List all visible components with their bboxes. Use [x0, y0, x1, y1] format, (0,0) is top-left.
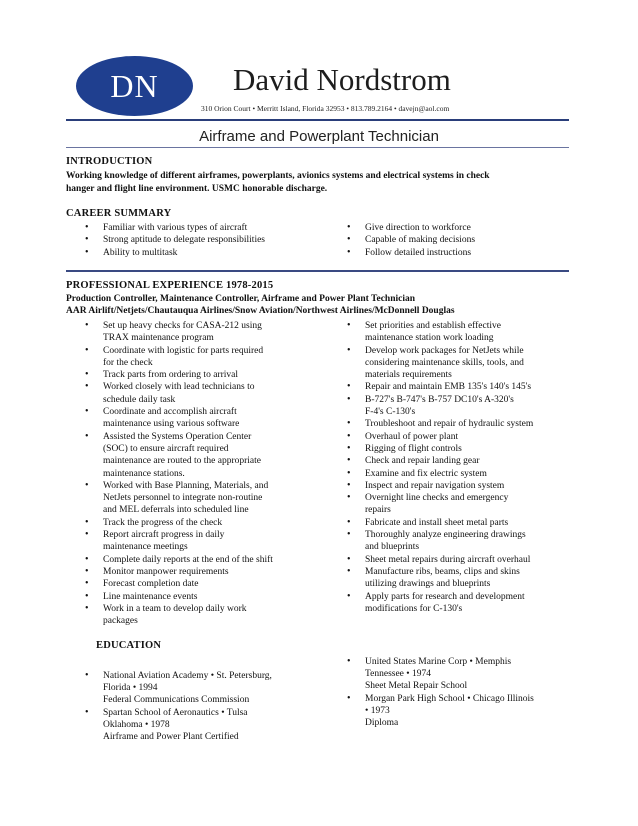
list-item-text: • National Aviation Academy • St. Petersburg, — [103, 671, 272, 681]
list-item-text: • Report aircraft progress in daily — [103, 530, 225, 541]
list-item-text: maintenance are routed to the appropriate — [103, 456, 261, 467]
list-item — [340, 591, 585, 616]
experience-right-list — [340, 320, 585, 615]
list-item-text: • Morgan Park High School • Chicago Illinois — [365, 694, 534, 704]
list-item-text: • Track parts from ordering to arrival — [103, 370, 238, 381]
list-item-text: • Overnight line checks and emergency — [365, 493, 509, 504]
introduction-line: Working knowledge of different airframes, powerplants, avionics systems and electrical systems in check — [66, 171, 490, 181]
list-item-text: • Worked closely with lead technicians to — [103, 382, 255, 393]
experience-employers: AAR Airlift/Netjets/Chautauqua Airlines/Snow Aviation/Northwest Airlines/McDonnell Douglas — [66, 306, 455, 316]
list-item — [78, 480, 333, 517]
list-item — [340, 345, 585, 382]
list-item — [78, 554, 333, 566]
list-item — [340, 381, 585, 393]
list-item-text: F-4's C-130's — [365, 407, 416, 418]
education-right-list-2 — [340, 693, 585, 718]
list-item-text: and MEL deferrals into scheduled line — [103, 505, 249, 516]
list-item-text: • Forecast completion date — [103, 579, 199, 590]
introduction-heading: INTRODUCTION — [66, 156, 153, 167]
list-item — [78, 320, 333, 345]
list-item-text: • Troubleshoot and repair of hydraulic system — [365, 419, 534, 430]
education-detail: Diploma — [365, 718, 399, 728]
list-item — [78, 566, 333, 578]
list-item-text: Tennessee • 1974 — [365, 669, 431, 680]
list-item — [78, 578, 333, 590]
education-left-list-2 — [78, 707, 333, 732]
experience-heading: PROFESSIONAL EXPERIENCE 1978-2015 — [66, 280, 274, 291]
list-item-text: • Work in a team to develop daily work — [103, 603, 247, 614]
list-item — [340, 431, 585, 443]
list-item-text: • Apply parts for research and development — [365, 591, 525, 602]
list-item — [340, 394, 585, 419]
list-item-text: • Complete daily reports at the end of the shift — [103, 554, 273, 565]
career-summary-heading: CAREER SUMMARY — [66, 208, 172, 219]
list-item — [340, 566, 585, 591]
list-item — [78, 670, 333, 695]
list-item-text: • Repair and maintain EMB 135's 140's 145's — [365, 382, 532, 393]
list-item-text: • B-727's B-747's B-757 DC10's A-320's — [365, 394, 514, 405]
list-item-text: (SOC) to ensure aircraft required — [103, 443, 229, 454]
list-item-text: maintenance meetings — [103, 542, 188, 553]
list-item-text: • Spartan School of Aeronautics • Tulsa — [103, 708, 248, 718]
list-item-text: • Overhaul of power plant — [365, 431, 459, 442]
list-item-text: materials requirements — [365, 370, 452, 381]
list-item-text: • Manufacture ribs, beams, clips and skins — [365, 566, 520, 577]
list-item — [78, 234, 328, 246]
list-item — [78, 431, 333, 480]
list-item-text: • Thoroughly analyze engineering drawings — [365, 530, 526, 541]
list-item-text: • Set up heavy checks for CASA-212 using — [103, 321, 262, 331]
list-item — [340, 656, 585, 681]
list-item-text: • Capable of making decisions — [365, 235, 476, 246]
contact-line: 310 Orion Court • Merritt Island, Florida 32953 • 813.789.2164 • davejn@aol.com — [201, 104, 450, 113]
list-item-text: • Inspect and repair navigation system — [365, 480, 505, 491]
list-item-text: • Give direction to workforce — [365, 223, 471, 233]
list-item — [78, 406, 333, 431]
list-item-text: repairs — [365, 505, 391, 516]
list-item-text: packages — [103, 616, 138, 627]
header-rule — [66, 119, 569, 121]
list-item-text: NetJets personnel to integrate non-routine — [103, 493, 263, 504]
list-item — [78, 707, 333, 732]
list-item-text: • Check and repair landing gear — [365, 456, 480, 467]
list-item — [78, 591, 333, 603]
list-item-text: schedule daily task — [103, 394, 176, 405]
education-left-list-1 — [78, 670, 333, 695]
experience-left-list — [78, 320, 333, 627]
list-item-text: • Worked with Base Planning, Materials, and — [103, 480, 269, 491]
list-item-text: and blueprints — [365, 542, 420, 553]
list-item — [340, 222, 580, 234]
list-item — [340, 554, 585, 566]
list-item — [78, 369, 333, 381]
list-item — [78, 345, 333, 370]
education-detail: Sheet Metal Repair School — [365, 681, 468, 691]
list-item — [78, 517, 333, 529]
list-item-text: • Strong aptitude to delegate responsibilities — [103, 235, 265, 246]
list-item — [78, 529, 333, 554]
list-item — [340, 468, 585, 480]
monogram-badge: DN — [76, 56, 193, 116]
list-item-text: • Familiar with various types of aircraft — [103, 223, 248, 233]
list-item-text: • Coordinate and accomplish aircraft — [103, 407, 237, 418]
list-item — [340, 517, 585, 529]
list-item — [340, 693, 585, 718]
list-item-text: maintenance stations. — [103, 468, 185, 479]
career-summary-right-list — [340, 222, 580, 259]
list-item-text: TRAX maintenance program — [103, 333, 214, 344]
list-item — [78, 222, 328, 234]
list-item-text: • Monitor manpower requirements — [103, 566, 229, 577]
list-item-text: • 1973 — [365, 706, 390, 717]
list-item-text: maintenance station work loading — [365, 333, 494, 344]
list-item — [340, 529, 585, 554]
list-item-text: • Fabricate and install sheet metal parts — [365, 517, 509, 528]
list-item — [78, 247, 328, 259]
list-item-text: • Rigging of flight controls — [365, 443, 462, 454]
list-item — [78, 603, 333, 628]
list-item-text: • Sheet metal repairs during aircraft overhaul — [365, 554, 531, 565]
list-item-text: • Follow detailed instructions — [365, 247, 472, 258]
list-item-text: • Set priorities and establish effective — [365, 321, 501, 331]
list-item-text: for the check — [103, 357, 153, 368]
list-item-text: • Assisted the Systems Operation Center — [103, 431, 252, 442]
list-item-text: maintenance using various software — [103, 419, 240, 430]
list-item-text: modifications for C-130's — [365, 603, 463, 614]
introduction-line: hanger and flight line environment. USMC honorable discharge. — [66, 184, 328, 194]
list-item-text: • Examine and fix electric system — [365, 468, 487, 479]
list-item — [340, 443, 585, 455]
list-item-text: • Ability to multitask — [103, 247, 178, 258]
list-item-text: considering maintenance skills, tools, and — [365, 357, 524, 368]
list-item-text: • United States Marine Corp • Memphis — [365, 657, 512, 667]
list-item-text: • Develop work packages for NetJets while — [365, 345, 524, 356]
list-item — [340, 480, 585, 492]
career-rule — [66, 270, 569, 272]
list-item-text: Oklahoma • 1978 — [103, 720, 170, 731]
list-item-text: • Coordinate with logistic for parts required — [103, 345, 264, 356]
education-heading: EDUCATION — [96, 640, 162, 651]
list-item — [340, 455, 585, 467]
list-item — [78, 381, 333, 406]
list-item — [340, 492, 585, 517]
education-right-list-1 — [340, 656, 585, 681]
title-rule — [66, 147, 569, 148]
list-item — [340, 247, 580, 259]
education-detail: Federal Communications Commission — [103, 695, 250, 705]
list-item — [340, 418, 585, 430]
list-item-text: utilizing drawings and blueprints — [365, 579, 491, 590]
applicant-name: David Nordstrom — [233, 62, 451, 97]
education-detail: Airframe and Power Plant Certified — [103, 732, 239, 742]
list-item-text: • Track the progress of the check — [103, 517, 223, 528]
job-title: Airframe and Powerplant Technician — [199, 128, 439, 145]
list-item — [340, 234, 580, 246]
introduction-text — [66, 170, 576, 196]
list-item — [340, 320, 585, 345]
list-item-text: • Line maintenance events — [103, 591, 198, 602]
career-summary-left-list — [78, 222, 328, 259]
experience-role: Production Controller, Maintenance Controller, Airframe and Power Plant Technician — [66, 294, 416, 304]
list-item-text: Florida • 1994 — [103, 683, 158, 694]
